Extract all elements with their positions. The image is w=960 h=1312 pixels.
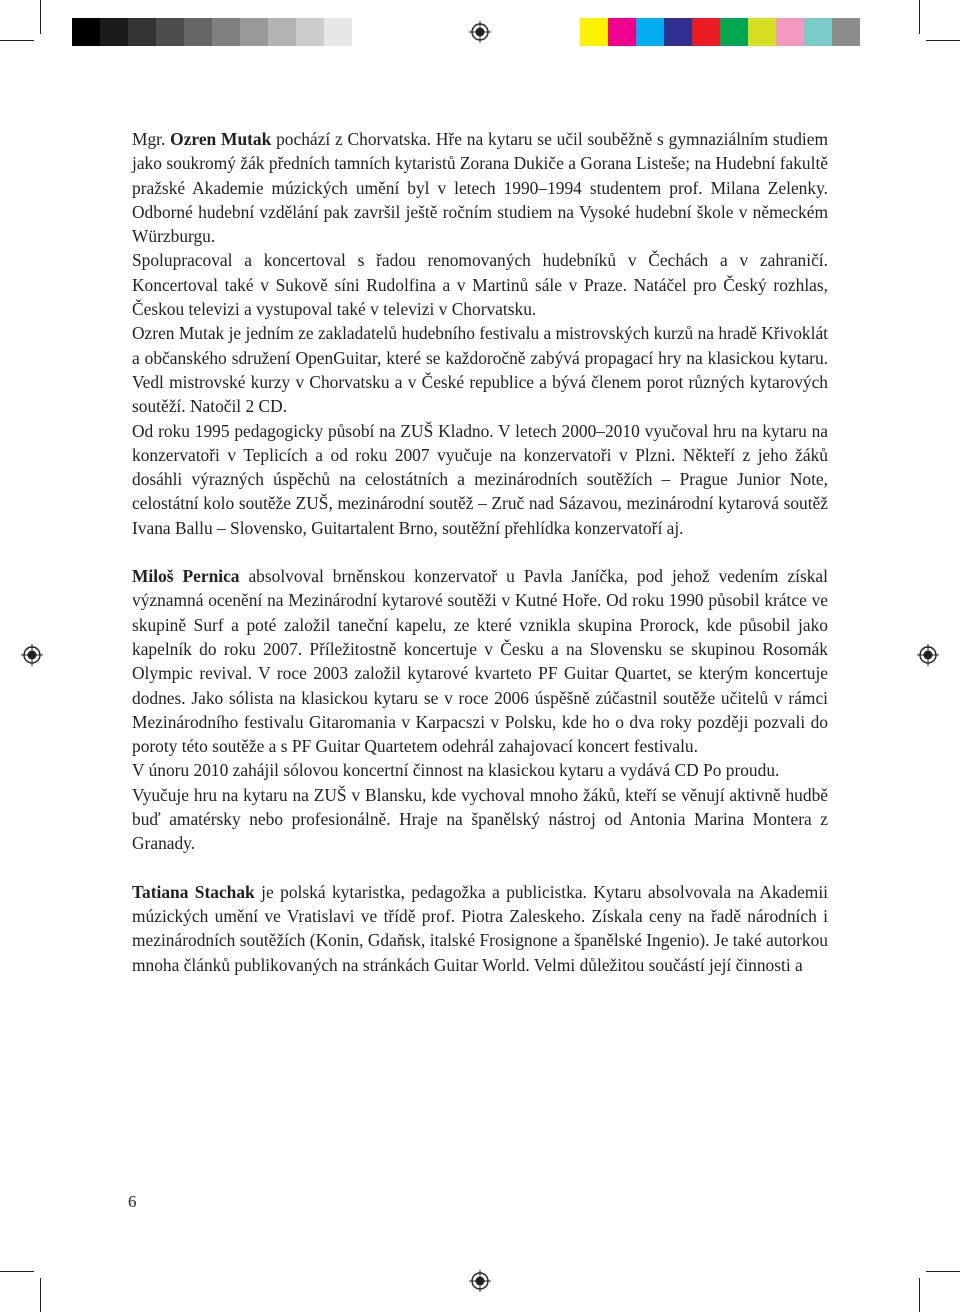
paragraph bbox=[132, 321, 828, 418]
crosshair-target-icon bbox=[21, 644, 43, 666]
color-swatch bbox=[748, 18, 776, 46]
color-swatch bbox=[720, 18, 748, 46]
color-swatch bbox=[184, 18, 212, 46]
paragraph bbox=[132, 248, 828, 321]
crop-mark bbox=[40, 1278, 41, 1312]
paragraph-text: Od roku 1995 pedagogicky působí na ZUŠ Kladno. V letech 2000–2010 vyučoval hru na kytaru na konzervatoři v Teplicích a od roku 2007 vyučuje na konzervatoři v Plzni. Někteří z jeho žáků dosáhli výrazných úspěchů na celostátních a mezinárodních soutěžích – Prague Junior Note, celostátní kolo soutěže ZUŠ, mezinárodní soutěž – Zruč nad Sázavou, mezinárodní kytarová soutěž Ivana Ballu – Slovensko, Guitartalent Brno, soutěžní přehlídka konzervatoří aj. bbox=[132, 420, 828, 538]
paragraph bbox=[132, 127, 828, 248]
paragraph-text: absolvoval brněnskou konzervatoř u Pavla Janíčka, pod jehož vedením získal významná ocenění na Mezinárodní kytarové soutěži v Kutné Hoře. Od roku 1990 působil krátce ve skupině Surf a poté založil taneční kapelu, ze které vznikla skupina Prorock, kde působil jako kapelník do roku 2007. Příležitostně koncertuje v Česku a na Slovensku se skupinou Rosomák Olympic revival. V roce 2003 založil kytarové kvarteto PF Guitar Quartet, se kterým koncertuje dodnes. Jako sólista na klasickou kytaru se v roce 2006 úspěšně zúčastnil soutěže učitelů v rámci Mezinárodního festivalu Gitaromania v Karpacszi v Polsku, kde ho o dva roky později pozvali do poroty této soutěže a s PF Guitar Quartetem odehrál zahajovací koncert festivalu. bbox=[132, 566, 828, 757]
color-swatch bbox=[580, 18, 608, 46]
color-swatch bbox=[804, 18, 832, 46]
paragraph-text: V únoru 2010 zahájil sólovou koncertní činnost na klasickou kytaru a vydává CD Po proudu. bbox=[132, 760, 780, 781]
section-gap bbox=[132, 856, 828, 880]
grayscale-bar bbox=[72, 18, 352, 46]
crop-mark bbox=[0, 40, 34, 41]
color-bar bbox=[580, 18, 860, 46]
body-text bbox=[132, 127, 828, 977]
paragraph bbox=[132, 564, 828, 758]
color-swatch bbox=[72, 18, 100, 46]
color-swatch bbox=[636, 18, 664, 46]
crop-mark bbox=[919, 0, 920, 34]
color-swatch bbox=[240, 18, 268, 46]
page-number: 6 bbox=[128, 1192, 137, 1211]
color-swatch bbox=[296, 18, 324, 46]
color-swatch bbox=[128, 18, 156, 46]
crosshair-target-icon bbox=[469, 1270, 491, 1292]
crop-mark bbox=[926, 40, 960, 41]
section-gap bbox=[132, 540, 828, 564]
paragraph-prefix: Mgr. bbox=[132, 129, 171, 149]
crop-mark bbox=[926, 1271, 960, 1272]
paragraph bbox=[132, 783, 828, 856]
crosshair-target-icon bbox=[917, 644, 939, 666]
paragraph bbox=[132, 880, 828, 977]
paragraph bbox=[132, 758, 828, 782]
crosshair-target-icon bbox=[469, 21, 491, 43]
color-swatch bbox=[776, 18, 804, 46]
color-swatch bbox=[100, 18, 128, 46]
color-swatch bbox=[268, 18, 296, 46]
color-swatch bbox=[664, 18, 692, 46]
person-name: Miloš Pernica bbox=[132, 566, 240, 587]
color-swatch bbox=[832, 18, 860, 46]
paragraph bbox=[132, 419, 828, 540]
paragraph-text: pochází z Chorvatska. Hře na kytaru se učil souběžně s gymnaziálním studiem jako soukromý žák předních tamních kytaristů Zorana Dukiče a Gorana Listeše; na Hudební fakultě pražské Akademie múzických umění byl v letech 1990–1994 studentem prof. Milana Zelenky. Odborné hudební vzdělání pak završil ještě ročním studiem na Vysoké hudební škole v německém Würzburgu. bbox=[132, 129, 828, 247]
color-swatch bbox=[324, 18, 352, 46]
crop-mark bbox=[0, 1271, 34, 1272]
color-swatch bbox=[692, 18, 720, 46]
color-swatch bbox=[608, 18, 636, 46]
crop-mark bbox=[40, 0, 41, 34]
paragraph-text: Vyučuje hru na kytaru na ZUŠ v Blansku, kde vychoval mnoho žáků, kteří se věnují aktivně hudbě buď amatérsky nebo profesionálně. Hraje na španělský nástroj od Antonia Marina Montera z Granady. bbox=[132, 784, 828, 854]
color-swatch bbox=[212, 18, 240, 46]
color-swatch bbox=[156, 18, 184, 46]
crop-mark bbox=[919, 1278, 920, 1312]
person-name: Ozren Mutak bbox=[170, 129, 272, 149]
person-name: Tatiana Stachak bbox=[132, 881, 255, 902]
paragraph-text: Ozren Mutak je jedním ze zakladatelů hudebního festivalu a mistrovských kurzů na hradě Křivoklát a občanského sdružení OpenGuitar, které se každoročně zabývá propagací hry na klasickou kytaru. Vedl mistrovské kurzy v Chorvatsku a v České republice a bývá členem porot různých kytarových soutěží. Natočil 2 CD. bbox=[132, 323, 828, 417]
paragraph-text: Spolupracoval a koncertoval s řadou renomovaných hudebníků v Čechách a v zahraničí. Koncertoval také v Sukově síni Rudolfina a v Martinů sále v Praze. Natáčel pro Český rozhlas, Českou televizi a vystupoval také v televizi v Chorvatsku. bbox=[132, 250, 828, 320]
paragraph-text: je polská kytaristka, pedagožka a publicistka. Kytaru absolvovala na Akademii múzických umění ve Vratislavi ve třídě prof. Piotra Zaleskeho. Získala ceny na řadě národních i mezinárodních soutěžích (Konin, Gdaňsk, italské Frosignone a španělské Ingenio). Je také autorkou mnoha článků publikovaných na stránkách Guitar World. Velmi důležitou součástí její činnosti a bbox=[132, 881, 828, 975]
